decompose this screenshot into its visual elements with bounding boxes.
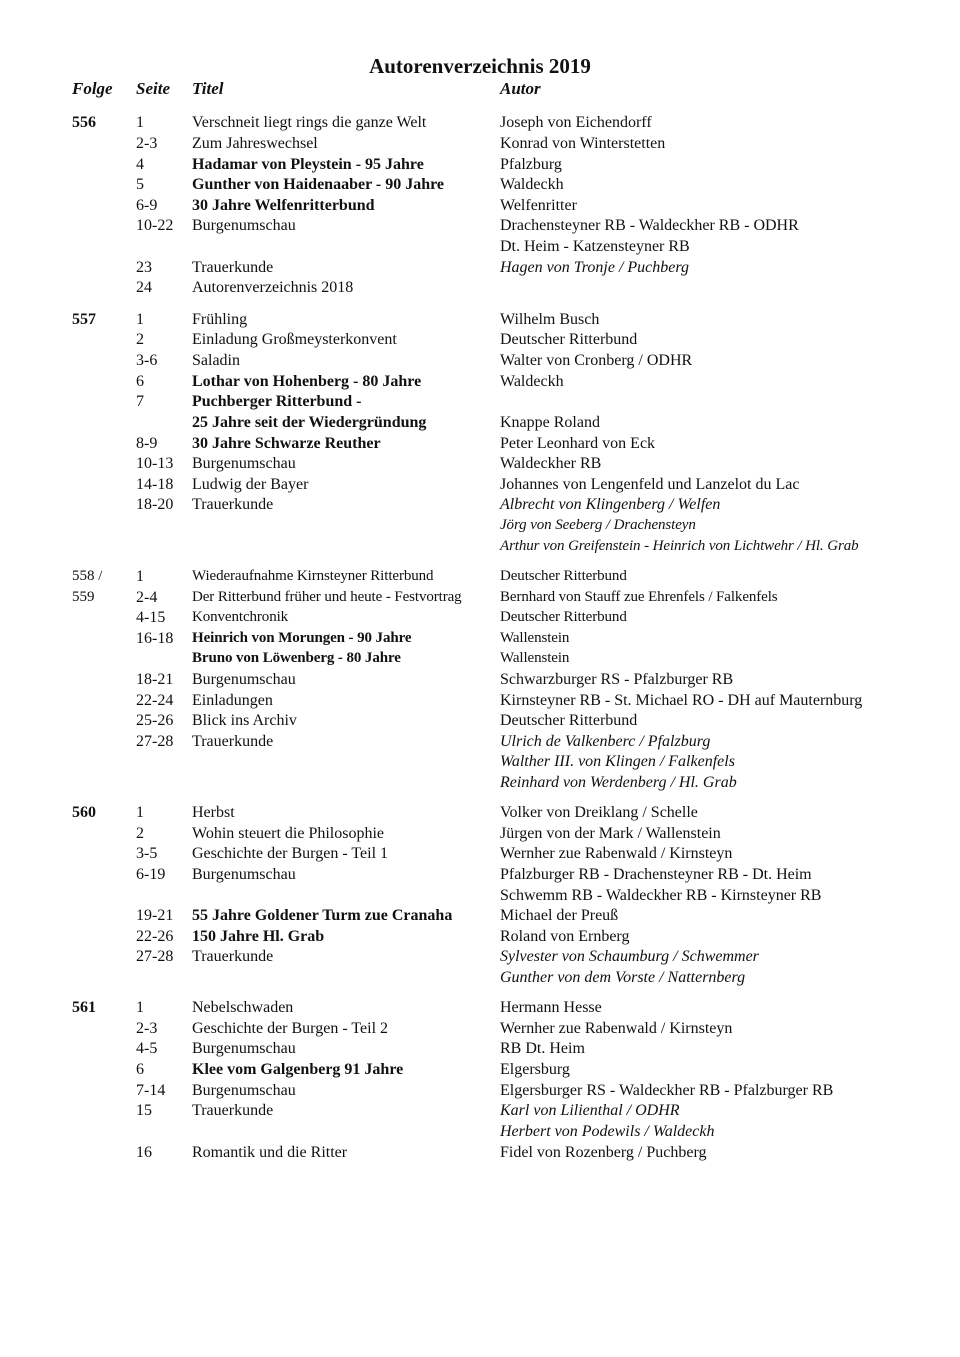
cell-seite: 22-24 bbox=[136, 692, 174, 709]
cell-titel: Romantik und die Ritter bbox=[192, 1144, 348, 1161]
cell-titel: Puchberger Ritterbund - bbox=[192, 393, 362, 410]
cell-autor: Arthur von Greifenstein - Heinrich von Lichtwehr / Hl. Grab bbox=[500, 538, 859, 554]
cell-autor: Wernher zue Rabenwald / Kirnsteyn bbox=[500, 1020, 733, 1037]
cell-titel: 30 Jahre Welfenritterbund bbox=[192, 197, 375, 214]
cell-seite: 15 bbox=[136, 1102, 152, 1119]
cell-titel: Herbst bbox=[192, 804, 235, 821]
cell-titel: Klee vom Galgenberg 91 Jahre bbox=[192, 1061, 404, 1078]
cell-autor: Peter Leonhard von Eck bbox=[500, 435, 656, 452]
cell-seite: 27-28 bbox=[136, 948, 174, 965]
cell-titel: Ludwig der Bayer bbox=[192, 476, 309, 493]
cell-seite: 10-22 bbox=[136, 217, 174, 234]
cell-titel: Burgenumschau bbox=[192, 217, 296, 234]
cell-autor: Elgersburger RS - Waldeckher RB - Pfalzburger RB bbox=[500, 1082, 834, 1099]
cell-seite: 19-21 bbox=[136, 907, 174, 924]
cell-titel: 150 Jahre Hl. Grab bbox=[192, 928, 325, 945]
cell-titel: Der Ritterbund früher und heute - Festvortrag bbox=[192, 589, 462, 605]
header-seite: Seite bbox=[136, 79, 170, 98]
cell-autor: Waldeckh bbox=[500, 373, 564, 390]
cell-autor: Jörg von Seeberg / Drachensteyn bbox=[500, 517, 696, 533]
cell-seite: 18-20 bbox=[136, 496, 174, 513]
cell-seite: 6 bbox=[136, 373, 144, 390]
cell-autor: Deutscher Ritterbund bbox=[500, 568, 627, 584]
cell-autor: Schwemm RB - Waldeckher RB - Kirnsteyner RB bbox=[500, 887, 822, 904]
cell-autor: Michael der Preuß bbox=[500, 907, 619, 924]
cell-seite: 18-21 bbox=[136, 671, 174, 688]
cell-seite: 1 bbox=[136, 804, 144, 821]
cell-titel: Gunther von Haidenaaber - 90 Jahre bbox=[192, 176, 445, 193]
cell-titel: Trauerkunde bbox=[192, 733, 274, 750]
cell-seite: 4 bbox=[136, 156, 144, 173]
cell-seite: 2 bbox=[136, 331, 144, 348]
cell-autor: Fidel von Rozenberg / Puchberg bbox=[500, 1144, 707, 1161]
cell-seite: 6-19 bbox=[136, 866, 166, 883]
cell-autor: Wilhelm Busch bbox=[500, 311, 600, 328]
cell-titel: 30 Jahre Schwarze Reuther bbox=[192, 435, 381, 452]
cell-autor: Karl von Lilienthal / ODHR bbox=[500, 1102, 680, 1119]
cell-titel: Burgenumschau bbox=[192, 671, 296, 688]
cell-folge: 561 bbox=[72, 999, 96, 1016]
cell-autor: Deutscher Ritterbund bbox=[500, 331, 638, 348]
cell-autor: Jürgen von der Mark / Wallenstein bbox=[500, 825, 721, 842]
cell-seite: 3-6 bbox=[136, 352, 158, 369]
cell-seite: 24 bbox=[136, 279, 152, 296]
cell-seite: 1 bbox=[136, 311, 144, 328]
cell-titel: Hadamar von Pleystein - 95 Jahre bbox=[192, 156, 424, 173]
cell-titel: Einladung Großmeysterkonvent bbox=[192, 331, 397, 348]
document-title: Autorenverzeichnis 2019 bbox=[369, 54, 591, 78]
cell-seite: 4-15 bbox=[136, 609, 166, 626]
cell-titel: Burgenumschau bbox=[192, 1082, 296, 1099]
cell-autor: Hermann Hesse bbox=[500, 999, 602, 1016]
cell-autor: Kirnsteyner RB - St. Michael RO - DH auf Mauternburg bbox=[500, 692, 863, 709]
cell-titel: Geschichte der Burgen - Teil 2 bbox=[192, 1020, 389, 1037]
cell-titel: Lothar von Hohenberg - 80 Jahre bbox=[192, 373, 422, 390]
header-autor: Autor bbox=[500, 79, 541, 98]
cell-seite: 14-18 bbox=[136, 476, 174, 493]
cell-titel: Burgenumschau bbox=[192, 455, 296, 472]
cell-titel: Saladin bbox=[192, 352, 240, 369]
cell-titel: 25 Jahre seit der Wiedergründung bbox=[192, 414, 427, 431]
cell-seite: 2-3 bbox=[136, 1020, 158, 1037]
cell-titel: Trauerkunde bbox=[192, 1102, 274, 1119]
cell-titel: Trauerkunde bbox=[192, 948, 274, 965]
cell-titel: Blick ins Archiv bbox=[192, 712, 297, 729]
cell-autor: Welfenritter bbox=[500, 197, 577, 214]
cell-titel: Autorenverzeichnis 2018 bbox=[192, 279, 354, 296]
header-titel: Titel bbox=[192, 79, 224, 98]
cell-autor: Wernher zue Rabenwald / Kirnsteyn bbox=[500, 845, 733, 862]
cell-autor: Waldeckh bbox=[500, 176, 564, 193]
cell-titel: Einladungen bbox=[192, 692, 273, 709]
cell-autor: Wallenstein bbox=[500, 630, 570, 646]
cell-folge: 557 bbox=[72, 311, 96, 328]
cell-seite: 8-9 bbox=[136, 435, 158, 452]
cell-seite: 6-9 bbox=[136, 197, 158, 214]
cell-autor: Elgersburg bbox=[500, 1061, 570, 1078]
cell-seite: 2 bbox=[136, 825, 144, 842]
cell-autor: Drachensteyner RB - Waldeckher RB - ODHR bbox=[500, 217, 799, 234]
cell-autor: Deutscher Ritterbund bbox=[500, 712, 638, 729]
cell-autor: Konrad von Winterstetten bbox=[500, 135, 666, 152]
cell-seite: 6 bbox=[136, 1061, 144, 1078]
cell-titel: Frühling bbox=[192, 311, 248, 328]
cell-seite: 1 bbox=[136, 114, 144, 131]
cell-seite: 1 bbox=[136, 568, 144, 585]
cell-seite: 2-4 bbox=[136, 589, 158, 606]
cell-autor: Waldeckher RB bbox=[500, 455, 602, 472]
cell-autor: Roland von Ernberg bbox=[500, 928, 630, 945]
cell-autor: Gunther von dem Vorste / Natternberg bbox=[500, 969, 746, 986]
cell-titel: 55 Jahre Goldener Turm zue Cranaha bbox=[192, 907, 453, 924]
cell-seite: 27-28 bbox=[136, 733, 174, 750]
cell-autor: Knappe Roland bbox=[500, 414, 600, 431]
cell-autor: Walter von Cronberg / ODHR bbox=[500, 352, 693, 369]
cell-titel: Burgenumschau bbox=[192, 1040, 296, 1057]
cell-titel: Wohin steuert die Philosophie bbox=[192, 825, 385, 842]
cell-titel: Bruno von Löwenberg - 80 Jahre bbox=[192, 650, 401, 666]
cell-folge: 560 bbox=[72, 804, 96, 821]
cell-titel: Trauerkunde bbox=[192, 259, 274, 276]
cell-seite: 3-5 bbox=[136, 845, 158, 862]
cell-seite: 1 bbox=[136, 999, 144, 1016]
cell-seite: 10-13 bbox=[136, 455, 174, 472]
cell-seite: 16 bbox=[136, 1144, 152, 1161]
cell-titel: Geschichte der Burgen - Teil 1 bbox=[192, 845, 389, 862]
cell-seite: 23 bbox=[136, 259, 152, 276]
cell-autor: Reinhard von Werdenberg / Hl. Grab bbox=[500, 774, 737, 791]
cell-titel: Wiederaufnahme Kirnsteyner Ritterbund bbox=[192, 568, 434, 584]
cell-autor: Pfalzburg bbox=[500, 156, 562, 173]
cell-autor: Joseph von Eichendorff bbox=[500, 114, 652, 131]
cell-autor: Johannes von Lengenfeld und Lanzelot du Lac bbox=[500, 476, 800, 493]
cell-seite: 25-26 bbox=[136, 712, 174, 729]
cell-autor: Sylvester von Schaumburg / Schwemmer bbox=[500, 948, 759, 965]
cell-titel: Nebelschwaden bbox=[192, 999, 294, 1016]
cell-seite: 16-18 bbox=[136, 630, 174, 647]
cell-folge: 559 bbox=[72, 589, 95, 605]
cell-seite: 22-26 bbox=[136, 928, 174, 945]
cell-titel: Konventchronik bbox=[192, 609, 289, 625]
cell-autor: Hagen von Tronje / Puchberg bbox=[500, 259, 690, 276]
cell-autor: Volker von Dreiklang / Schelle bbox=[500, 804, 698, 821]
cell-autor: Albrecht von Klingenberg / Welfen bbox=[500, 496, 721, 513]
cell-autor: Dt. Heim - Katzensteyner RB bbox=[500, 238, 690, 255]
cell-folge: 558 / bbox=[72, 568, 103, 584]
cell-autor: RB Dt. Heim bbox=[500, 1040, 585, 1057]
cell-titel: Heinrich von Morungen - 90 Jahre bbox=[192, 630, 412, 646]
cell-autor: Wallenstein bbox=[500, 650, 570, 666]
cell-autor: Ulrich de Valkenberc / Pfalzburg bbox=[500, 733, 711, 750]
cell-autor: Herbert von Podewils / Waldeckh bbox=[500, 1123, 715, 1140]
cell-titel: Zum Jahreswechsel bbox=[192, 135, 318, 152]
cell-autor: Pfalzburger RB - Drachensteyner RB - Dt. Heim bbox=[500, 866, 812, 883]
cell-folge: 556 bbox=[72, 114, 96, 131]
cell-autor: Walther III. von Klingen / Falkenfels bbox=[500, 753, 735, 770]
cell-titel: Trauerkunde bbox=[192, 496, 274, 513]
cell-seite: 5 bbox=[136, 176, 144, 193]
header-folge: Folge bbox=[72, 79, 113, 98]
cell-seite: 7-14 bbox=[136, 1082, 166, 1099]
cell-seite: 2-3 bbox=[136, 135, 158, 152]
cell-autor: Bernhard von Stauff zue Ehrenfels / Falkenfels bbox=[500, 589, 778, 605]
cell-titel: Verschneit liegt rings die ganze Welt bbox=[192, 114, 427, 131]
cell-autor: Deutscher Ritterbund bbox=[500, 609, 627, 625]
cell-seite: 4-5 bbox=[136, 1040, 158, 1057]
cell-titel: Burgenumschau bbox=[192, 866, 296, 883]
cell-seite: 7 bbox=[136, 393, 144, 410]
cell-autor: Schwarzburger RS - Pfalzburger RB bbox=[500, 671, 734, 688]
